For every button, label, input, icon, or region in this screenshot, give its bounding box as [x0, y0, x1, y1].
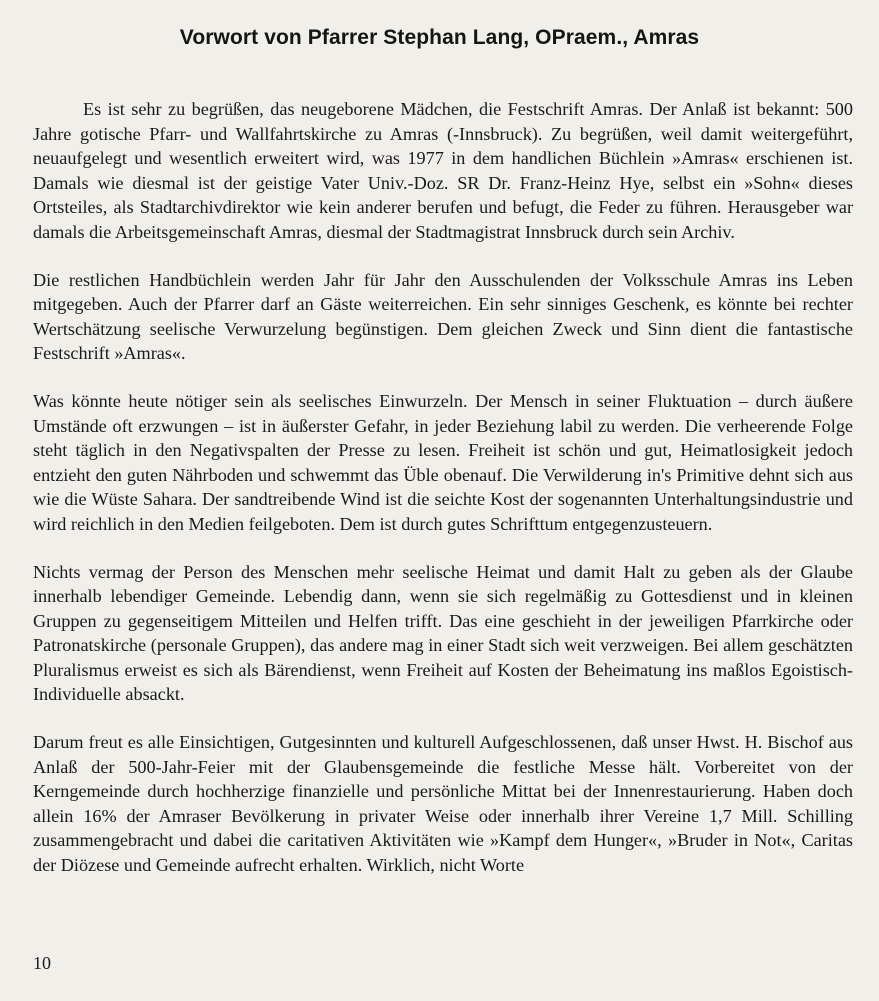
paragraph-2: Die restlichen Handbüchlein werden Jahr für Jahr den Ausschulenden der Volksschule Amras ins Leben mitgegeben. Auch der Pfarrer darf an Gäste weiterreichen. Ein sehr sinniges Geschenk, es könnte bei rechter Wertschätzung seelische Verwurzelung begünstigen. Dem gleichen Zweck und Sinn dient die fantastische Festschrift »Amras«. [33, 269, 853, 364]
page-title: Vorwort von Pfarrer Stephan Lang, OPraem., Amras [179, 26, 700, 49]
page-number: 10 [33, 953, 51, 973]
paragraph-1: Es ist sehr zu begrüßen, das neugeborene Mädchen, die Festschrift Amras. Der Anlaß ist bekannt: 500 Jahre gotische Pfarr- und Wallfahrtskirche zu Amras (-Innsbruck). Zu begrüßen, weil damit weitergeführt, neuaufgelegt und wesentlich erweitert wird, was 1977 in dem handlichen Büchlein »Amras« erschienen ist. Damals wie diesmal ist der geistige Vater Univ.-Doz. SR Dr. Franz-Heinz Hye, selbst ein »Sohn« dieses Ortsteiles, als Stadtarchivdirektor wie kein anderer berufen und befugt, die Feder zu führen. Herausgeber war damals die Arbeitsgemeinschaft Amras, diesmal der Stadtmagistrat Innsbruck durch sein Archiv. [33, 99, 853, 242]
paragraph-4: Nichts vermag der Person des Menschen mehr seelische Heimat und damit Halt zu geben als der Glaube innerhalb lebendiger Gemeinde. Lebendig dann, wenn sie sich regelmäßig zu Gottesdienst und in kleinen Gruppen zu gegenseitigem Mitteilen und Helfen trifft. Das eine geschieht in der jeweiligen Pfarrkirche oder Patronatskirche (personale Gruppen), das andere mag in einer Stadt sich weit verzweigen. Bei allem geschätzten Pluralismus erweist es sich als Bärendienst, wenn Freiheit auf Kosten der Beheimatung ins maßlos Egoistisch-Individuelle absackt. [33, 561, 853, 705]
paragraph-3: Was könnte heute nötiger sein als seelisches Einwurzeln. Der Mensch in seiner Fluktuation – durch äußere Umstände oft erzwungen – ist in äußerster Gefahr, in jeder Beziehung labil zu werden. Die verheerende Folge steht täglich in den Negativspalten der Presse zu lesen. Freiheit ist schön und gut, Heimatlosigkeit jedoch entzieht den guten Nährboden und schwemmt das Üble obenauf. Die Verwilderung in's Primitive dehnt sich aus wie die Wüste Sahara. Der sandtreibende Wind ist die seichte Kost der sogenannten Unterhaltungsindustrie und wird reichlich in den Medien feilgeboten. Dem ist durch gutes Schrifttum entgegenzusteuern. [33, 390, 853, 534]
paragraph-5: Darum freut es alle Einsichtigen, Gutgesinnten und kulturell Aufgeschlossenen, daß unser Hwst. H. Bischof aus Anlaß der 500-Jahr-Feier mit der Glaubensgemeinde die festliche Messe hält. Vorbereitet von der Kerngemeinde durch hochherzige finanzielle und persönliche Mittat bei der Innenrestaurierung. Haben doch allein 16% der Amraser Bevölkerung in privater Weise oder innerhalb ihrer Vereine 1,7 Mill. Schilling zusammengebracht und dabei die caritativen Aktivitäten wie »Kampf dem Hunger«, »Bruder in Not«, Caritas der Diözese und Gemeinde aufrecht erhalten. Wirklich, nicht Worte [33, 732, 853, 876]
body-text [33, 97, 853, 878]
